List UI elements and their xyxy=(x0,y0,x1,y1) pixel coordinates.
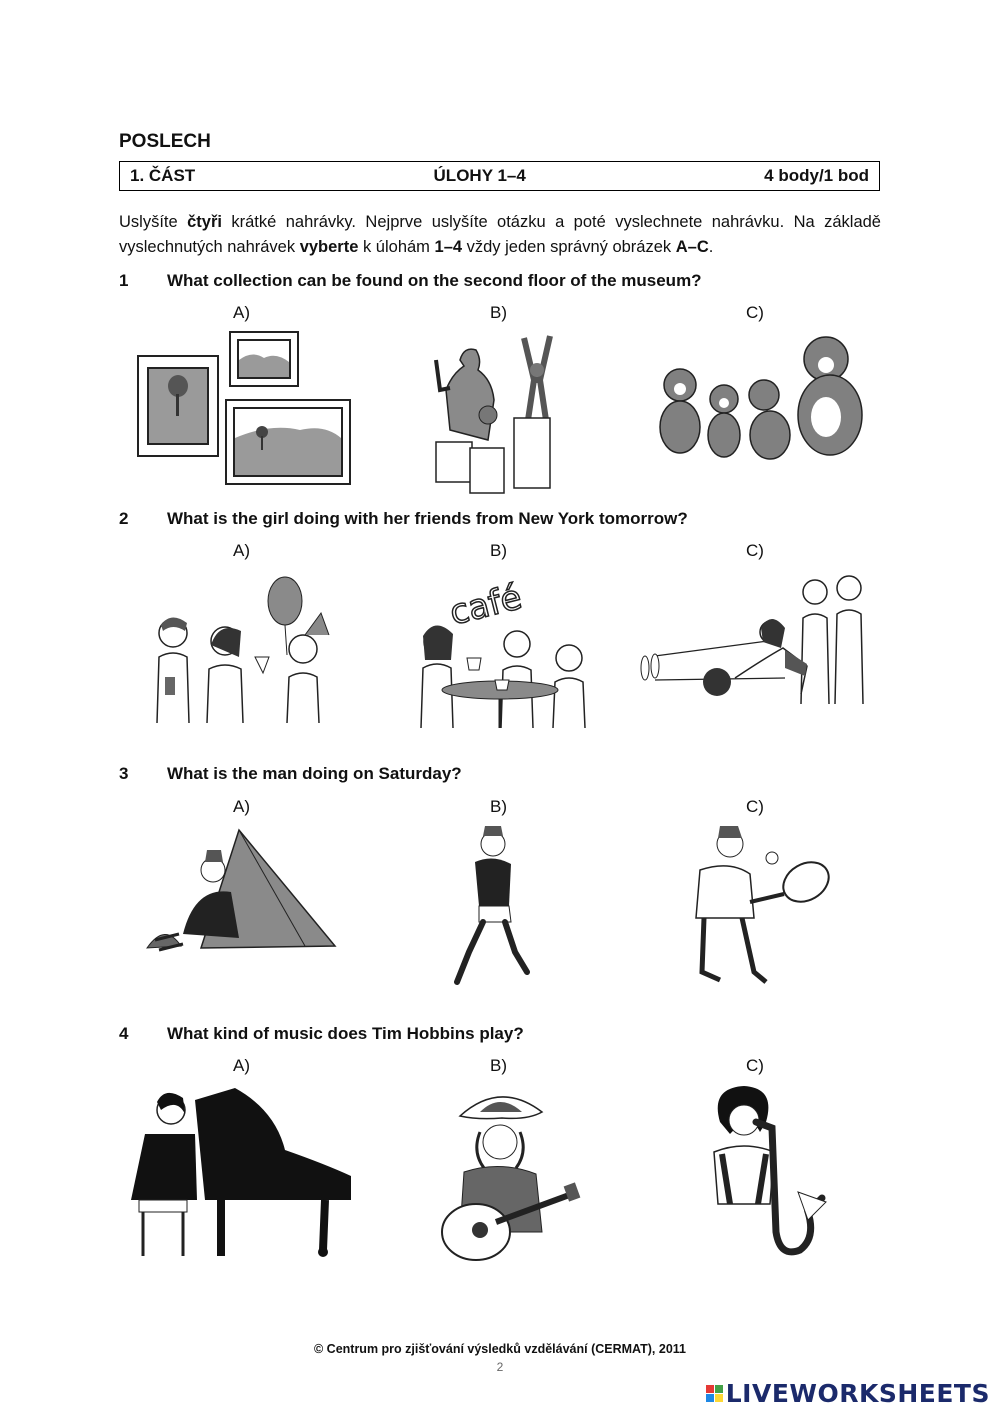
option-2b-label: B) xyxy=(490,541,507,560)
option-3c-label: C) xyxy=(746,797,764,816)
paintings-picture[interactable] xyxy=(130,328,360,488)
question-1: 1 What collection can be found on the second floor of the museum? xyxy=(119,271,702,290)
tennis-picture[interactable] xyxy=(680,822,840,987)
cafe-picture[interactable] xyxy=(405,562,605,730)
country-guitar-picture[interactable] xyxy=(430,1082,585,1267)
part-header xyxy=(119,161,880,191)
option-4c-label: C) xyxy=(746,1056,764,1075)
option-1a-label: A) xyxy=(233,303,250,322)
option-1b-label: B) xyxy=(490,303,507,322)
page-number: 2 xyxy=(496,1360,504,1374)
question-2: 2 What is the girl doing with her friends from New York tomorrow? xyxy=(119,509,688,528)
bowling-picture[interactable] xyxy=(635,568,875,708)
part-points: 4 body/1 bod xyxy=(764,166,869,185)
part-number: 1. ČÁST xyxy=(130,166,196,185)
cafe-sign-text: café xyxy=(445,577,526,634)
party-picture[interactable] xyxy=(145,565,345,725)
option-4a-label: A) xyxy=(233,1056,250,1075)
section-title: POSLECH xyxy=(119,131,211,152)
option-1c-label: C) xyxy=(746,303,764,322)
piano-picture[interactable] xyxy=(125,1080,360,1260)
statues-picture[interactable] xyxy=(430,330,580,495)
option-3b-label: B) xyxy=(490,797,507,816)
liveworksheets-logo[interactable] xyxy=(706,1379,990,1408)
option-2a-label: A) xyxy=(233,541,250,560)
part-tasks: ÚLOHY 1–4 xyxy=(433,166,526,185)
option-2c-label: C) xyxy=(746,541,764,560)
camping-picture[interactable] xyxy=(135,822,350,962)
instructions: Uslyšíte čtyři krátké nahrávky. Nejprve uslyšíte otázku a poté vyslechnete nahrávku. Na základě vyslechnutých nahrávek vyberte k úlohám 1–4 vždy jeden správný obrázek A–C. xyxy=(119,213,881,256)
question-3: 3 What is the man doing on Saturday? xyxy=(119,764,462,783)
teddy-bears-picture[interactable] xyxy=(640,335,870,475)
running-picture[interactable] xyxy=(445,822,540,997)
saxophone-picture[interactable] xyxy=(700,1082,830,1262)
question-4: 4 What kind of music does Tim Hobbins play? xyxy=(119,1024,524,1043)
logo-text: LIVEWORKSHEETS xyxy=(725,1379,990,1408)
logo-blocks-icon xyxy=(706,1385,723,1402)
option-3a-label: A) xyxy=(233,797,250,816)
copyright-footer: © Centrum pro zjišťování výsledků vzdělávání (CERMAT), 2011 xyxy=(313,1342,686,1356)
option-4b-label: B) xyxy=(490,1056,507,1075)
